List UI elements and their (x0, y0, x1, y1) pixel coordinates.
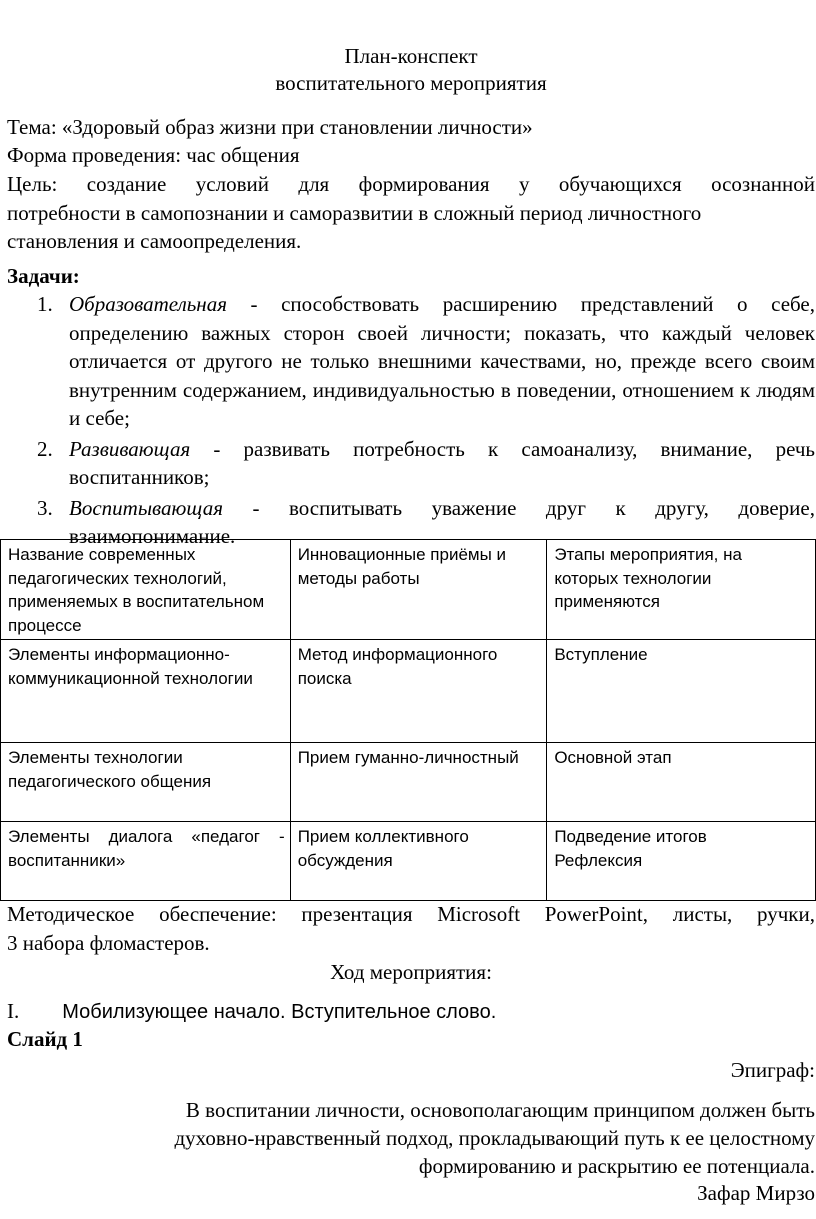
materials-line-1: Методическое обеспечение: презентация Microsoft PowerPoint, листы, ручки, (7, 902, 815, 926)
goal-line-3: становления и самоопределения. (7, 229, 302, 253)
task-type: Развивающая (69, 436, 191, 461)
table-cell: Элементы диалога «педагог - воспитанники» (1, 822, 291, 901)
technologies-table (0, 539, 816, 901)
table-row (1, 822, 816, 901)
goal-line-1: Цель: создание условий для формирования у обучающихся осознанной (7, 172, 815, 196)
tasks-list (7, 290, 815, 551)
task-number: 1. (37, 292, 53, 316)
goal-line-2: потребности в самопознании и саморазвитии в сложный период личностного (7, 201, 702, 225)
section-number: I. (7, 999, 20, 1023)
task-text: - способствовать расширению представлений о себе, определению важных сторон своей личности; показать, что каждый человек отличается от другого не только внешними качествами, но, прежде всего своим внутренним содержанием, индивидуальностью в поведении, отношением к людям и себе; (69, 292, 815, 430)
table-header-row (1, 540, 816, 640)
course-heading: Ход мероприятия: (330, 960, 492, 984)
table-header-cell: Инновационные приёмы и методы работы (290, 540, 547, 640)
doc-title-line2: воспитательного мероприятия (275, 71, 547, 95)
task-item (7, 435, 815, 492)
tasks-heading: Задачи: (7, 264, 80, 288)
quote-line-1: В воспитании личности, основополагающим принципом должен быть (185, 1098, 815, 1122)
table-cell: Элементы технологии педагогического общения (1, 743, 291, 822)
table-cell: Прием гуманно-личностный (290, 743, 547, 822)
table-row (1, 640, 816, 743)
task-type: Воспитывающая (69, 495, 223, 520)
table-cell: Прием коллективного обсуждения (290, 822, 547, 901)
slide-label: Слайд 1 (7, 1027, 83, 1051)
theme-line: Тема: «Здоровый образ жизни при становлении личности» (7, 115, 533, 139)
epigraph-label: Эпиграф: (730, 1058, 815, 1082)
task-number: 3. (37, 495, 53, 520)
task-number: 2. (37, 436, 53, 461)
task-type: Образовательная (69, 292, 227, 316)
table-cell-text: Подведение итогов Рефлексия (554, 827, 707, 870)
materials-line-2: 3 набора фломастеров. (7, 931, 210, 955)
quote-line-3: формированию и раскрытию ее потенциала. (418, 1154, 815, 1178)
doc-title-line1: План-конспект (344, 44, 478, 68)
task-text: - воспитывать уважение друг к другу, доверие, взаимопонимание. (69, 495, 815, 548)
table-cell: Метод информационного поиска (290, 640, 547, 743)
table-cell (547, 822, 816, 901)
quote-author: Зафар Мирзо (697, 1181, 815, 1205)
task-item (7, 290, 815, 433)
section-heading (7, 997, 815, 1027)
task-text: - развивать потребность к самоанализу, внимание, речь воспитанников; (69, 436, 815, 489)
section-title: Мобилизующее начало. Вступительное слово. (62, 1001, 497, 1023)
table-header-cell: Этапы мероприятия, на которых технологии применяются (547, 540, 816, 640)
table-row (1, 743, 816, 822)
table-header-cell: Название современных педагогических технологий, применяемых в воспитательном процессе (1, 540, 291, 640)
table-cell: Элементы информационно-коммуникационной технологии (1, 640, 291, 743)
form-line: Форма проведения: час общения (7, 143, 300, 167)
table-cell: Основной этап (547, 743, 816, 822)
table-cell: Вступление (547, 640, 816, 743)
quote-line-2: духовно-нравственный подход, прокладывающий путь к ее целостному (174, 1126, 815, 1150)
